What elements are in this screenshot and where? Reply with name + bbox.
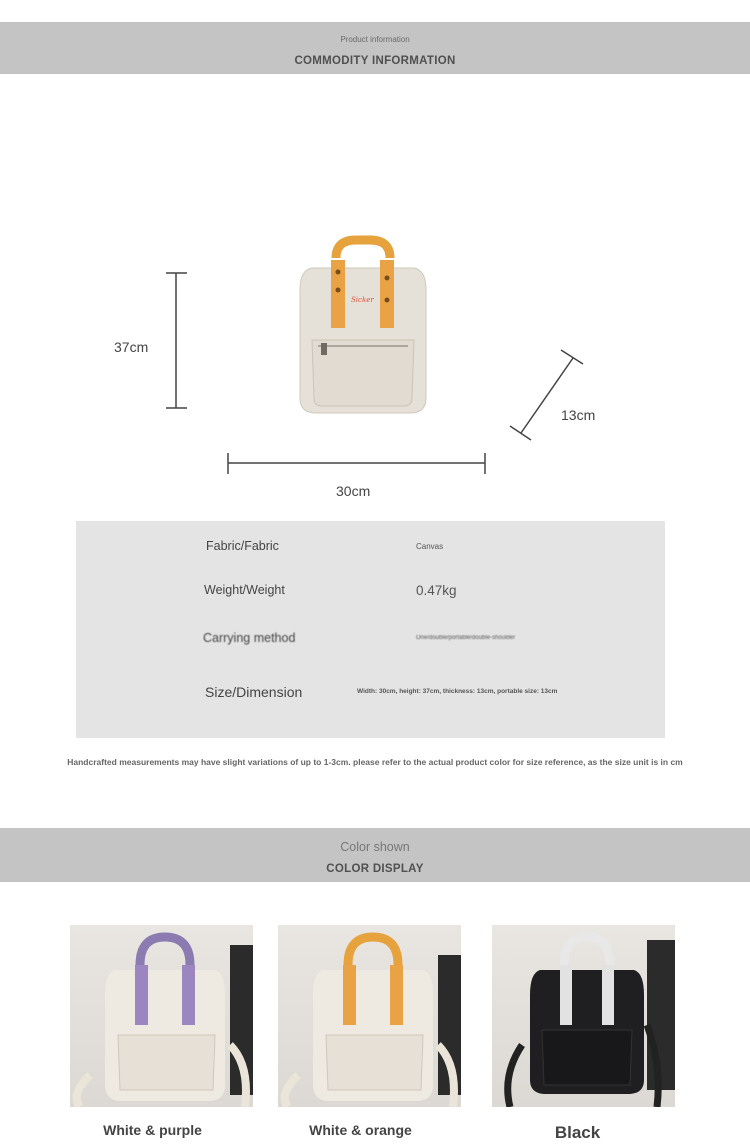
width-label: 30cm [336, 483, 371, 499]
spec-value-carrying: One/double/portable/double-shoulder [416, 635, 516, 641]
height-dimension-line [166, 273, 187, 408]
color-name-white-orange: White & orange [309, 1122, 412, 1138]
backpack-image [300, 240, 426, 413]
width-dimension-line [228, 453, 485, 474]
header-title: COMMODITY INFORMATION [294, 55, 456, 67]
color-photo-white-purple[interactable] [70, 925, 253, 1107]
dimension-diagram [0, 0, 750, 520]
color-photo-black[interactable] [492, 925, 675, 1107]
color-name-black: Black [554, 1123, 601, 1142]
depth-label: 13cm [561, 407, 596, 423]
spec-value-size: Width: 30cm, height: 37cm, thickness: 13cm, portable size: 13cm [357, 688, 558, 695]
spec-value-fabric: Canvas [416, 542, 444, 551]
measurement-note: Handcrafted measurements may have slight variations of up to 1-3cm. please refer to the actual product color for size reference, as the size unit is in cm [67, 757, 683, 767]
spec-value-weight: 0.47kg [416, 583, 457, 598]
spec-label-fabric: Fabric/Fabric [206, 539, 279, 553]
spec-label-weight: Weight/Weight [204, 583, 285, 597]
color-name-white-purple: White & purple [103, 1122, 202, 1138]
spec-table [76, 521, 665, 738]
header-subtitle: Product information [340, 35, 410, 44]
color-display-header [0, 828, 750, 882]
height-label: 37cm [114, 339, 149, 355]
svg-text:Sicker: Sicker [351, 296, 374, 304]
spec-label-size: Size/Dimension [205, 684, 303, 700]
color-subtitle: Color shown [340, 840, 410, 854]
depth-dimension-line [510, 350, 583, 440]
color-photo-white-orange[interactable] [278, 925, 461, 1107]
color-title: COLOR DISPLAY [326, 863, 424, 875]
spec-label-carrying: Carrying method [203, 631, 296, 645]
